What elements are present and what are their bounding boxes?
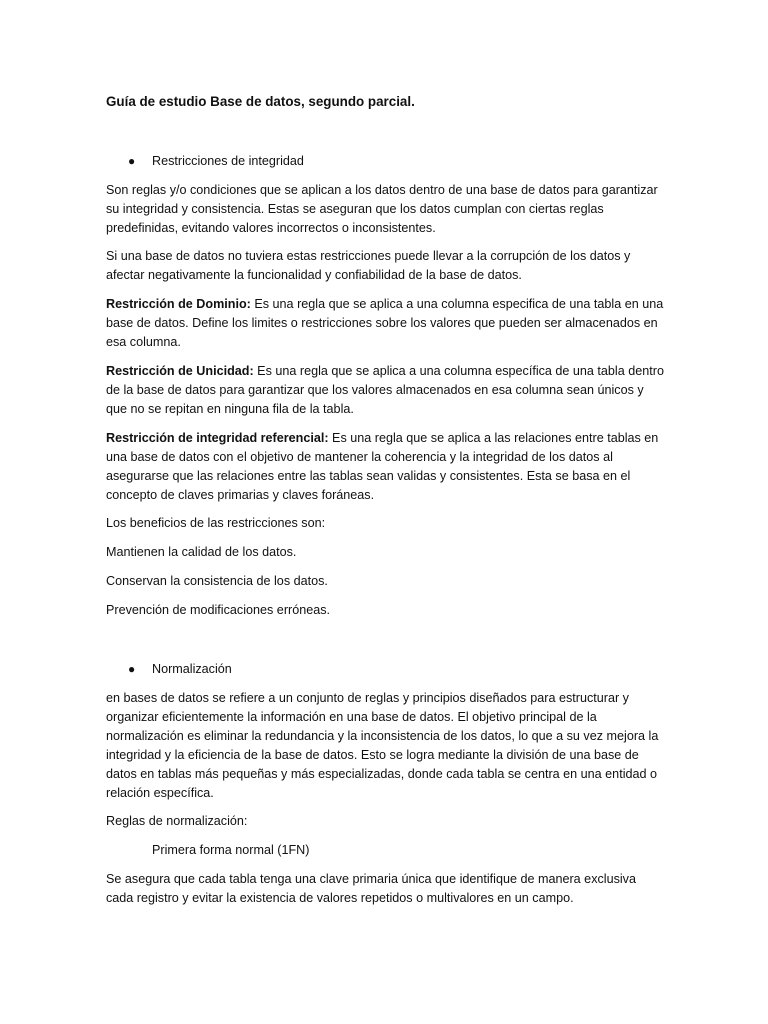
paragraph-corrupcion: Si una base de datos no tuviera estas restricciones puede llevar a la corrupción de los datos y afectar negativamente la funcionalidad y confiabilidad de la base de datos.: [106, 249, 631, 282]
beneficio-item-3: Prevención de modificaciones erróneas.: [106, 603, 331, 617]
paragraph-beneficios: Los beneficios de las restricciones son:: [106, 516, 326, 530]
paragraph-definicion: Son reglas y/o condiciones que se aplican a los datos dentro de una base de datos para garantizar su integridad y consistencia. Estas se aseguran que los datos cumplan con ciertas reglas predefinidas, evitando valores incorrectos o inconsistentes.: [106, 183, 658, 235]
text-unicidad: Es una regla que se aplica a una columna específica de una tabla dentro de la base de datos para garantizar que los valores almacenados en esa columna sean únicos y que no se repitan en ninguna fila de la tabla.: [106, 364, 664, 416]
label-dominio: Restricción de Dominio:: [106, 297, 251, 311]
beneficio-item-1: Mantienen la calidad de los datos.: [106, 545, 297, 559]
label-unicidad: Restricción de Unicidad:: [106, 364, 254, 378]
paragraph-normalizacion: en bases de datos se refiere a un conjunto de reglas y principios diseñados para estructurar y organizar eficientemente la información en una base de datos. El objetivo principal de la normalización es eliminar la redundancia y la inconsistencia de los datos, lo que a su vez mejora la integridad y la eficiencia de la base de datos. Esto se logra mediante la división de una base de datos en tablas más pequeñas y más especializadas, donde cada tabla se centra en una entidad o relación específica.: [106, 691, 659, 800]
subheading-1fn: Primera forma normal (1FN): [152, 843, 310, 857]
paragraph-unicidad: [106, 362, 666, 419]
beneficio-item-2: Conservan la consistencia de los datos.: [106, 574, 328, 588]
label-referencial: Restricción de integridad referencial:: [106, 431, 329, 445]
section-heading-normalizacion: Normalización: [152, 662, 232, 676]
paragraph-dominio: [106, 295, 666, 352]
bullet-icon: ●: [128, 662, 136, 676]
paragraph-reglas: Reglas de normalización:: [106, 814, 248, 828]
section-heading-restricciones: Restricciones de integridad: [152, 154, 304, 168]
paragraph-1fn: Se asegura que cada tabla tenga una clave primaria única que identifique de manera exclusiva cada registro y evitar la existencia de valores repetidos o multivalores en un campo.: [106, 872, 636, 905]
text-referencial: Es una regla que se aplica a las relaciones entre tablas en una base de datos con el objetivo de mantener la coherencia y la integridad de los datos al asegurarse que las relaciones entre las tablas sean validas y consistentes. Esta se basa en el concepto de claves primarias y claves foráneas.: [106, 431, 659, 502]
document-title: Guía de estudio Base de datos, segundo parcial.: [106, 94, 415, 109]
paragraph-referencial: [106, 429, 666, 505]
bullet-icon: ●: [128, 154, 136, 168]
text-dominio: Es una regla que se aplica a una columna especifica de una tabla en una base de datos. Define los limites o restricciones sobre los valores que pueden ser almacenados en esa columna.: [106, 297, 664, 349]
